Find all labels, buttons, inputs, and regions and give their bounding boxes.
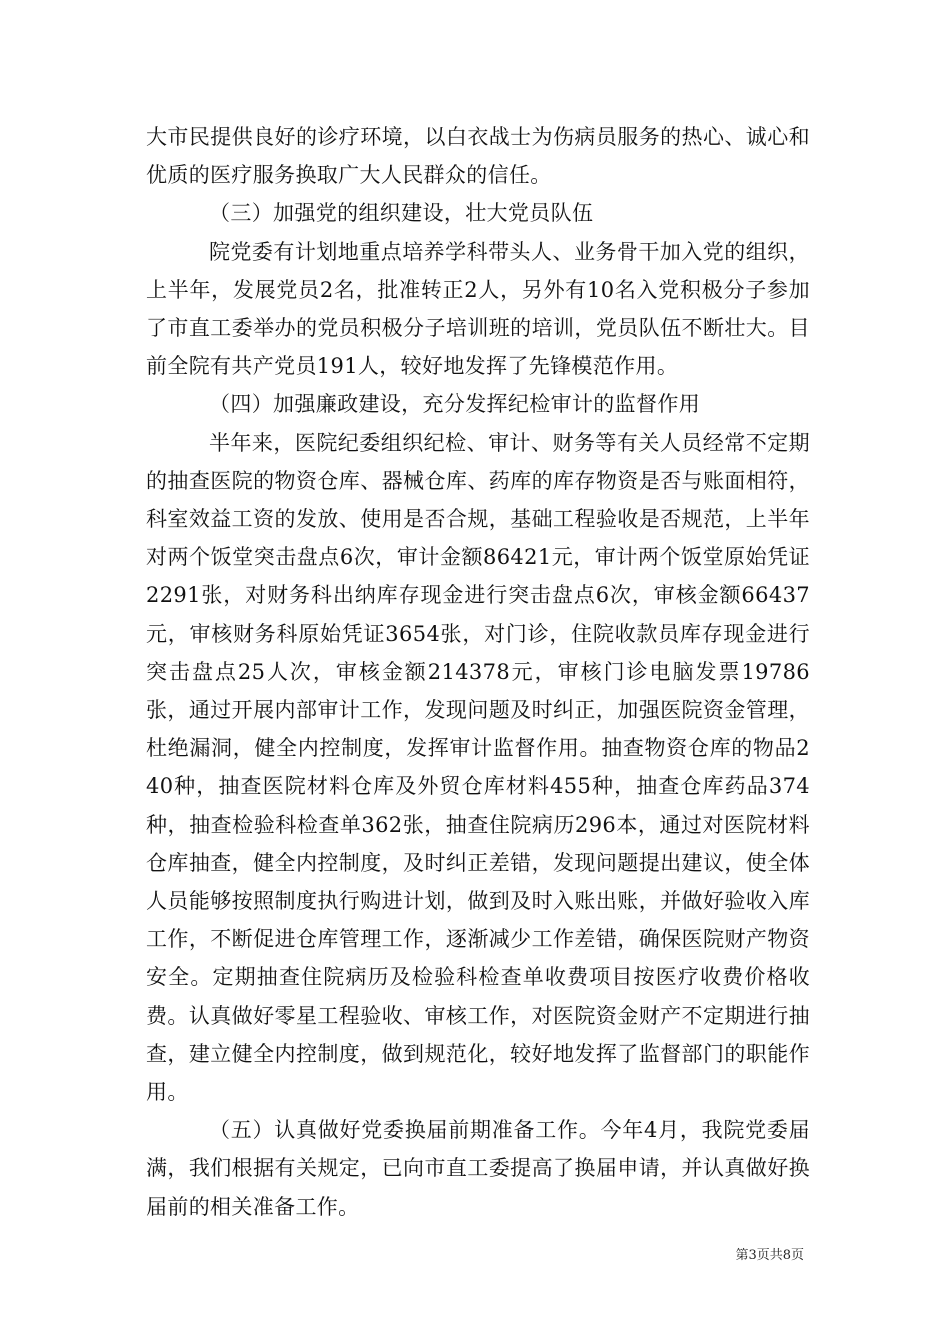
paragraph-audit-supervision: 半年来，医院纪委组织纪检、审计、财务等有关人员经常不定期的抽查医院的物资仓库、器械仓库、药库的库存物资是否与账面相符，科室效益工资的发放、使用是否合规，基础工程验收是否规范，上半年对两个饭堂突击盘点6次，审计金额86421元，审计两个饭堂原始凭证2291张，对财务科出纳库存现金进行突击盘点6次，审核金额66437元，审核财务科原始凭证3654张，对门诊，住院收款员库存现金进行突击盘点25人次，审核金额214378元，审核门诊电脑发票19786张，通过开展内部审计工作，发现问题及时纠正，加强医院资金管理，杜绝漏洞，健全内控制度，发挥审计监督作用。抽查物资仓库的物品240种，抽查医院材料仓库及外贸仓库材料455种，抽查仓库药品374种，抽查检验科检查单362张，抽查住院病历296本，通过对医院材料仓库抽查，健全内控制度，及时纠正差错，发现问题提出建议，使全体人员能够按照制度执行购进计划，做到及时入账出账，并做好验收入库工作，不断促进仓库管理工作，逐渐减少工作差错，确保医院财产物资安全。定期抽查住院病历及检验科检查单收费项目按医疗收费价格收费。认真做好零星工程验收、审核工作，对医院资金财产不定期进行抽查，建立健全内控制度，做到规范化，较好地发挥了监督部门的职能作用。: [146, 430, 810, 1105]
paragraph-continuation: 大市民提供良好的诊疗环境，以白衣战士为伤病员服务的热心、诚心和优质的医疗服务换取广大人民群众的信任。: [146, 125, 810, 188]
paragraph-party-members: 院党委有计划地重点培养学科带头人、业务骨干加入党的组织，上半年，发展党员2名，批准转正2人，另外有10名入党积极分子参加了市直工委举办的党员积极分子培训班的培训，党员队伍不断壮大。目前全院有共产党员191人，较好地发挥了先锋模范作用。: [146, 239, 810, 379]
paragraph-election-preparation: （五）认真做好党委换届前期准备工作。今年4月，我院党委届满，我们根据有关规定，已向市直工委提高了换届申请，并认真做好换届前的相关准备工作。: [146, 1118, 810, 1219]
page-number-footer: 第3页共8页: [735, 1248, 804, 1263]
document-page: [146, 118, 810, 1226]
section-heading-3: （三）加强党的组织建设，壮大党员队伍: [209, 201, 594, 226]
section-heading-4: （四）加强廉政建设，充分发挥纪检审计的监督作用: [209, 392, 701, 417]
